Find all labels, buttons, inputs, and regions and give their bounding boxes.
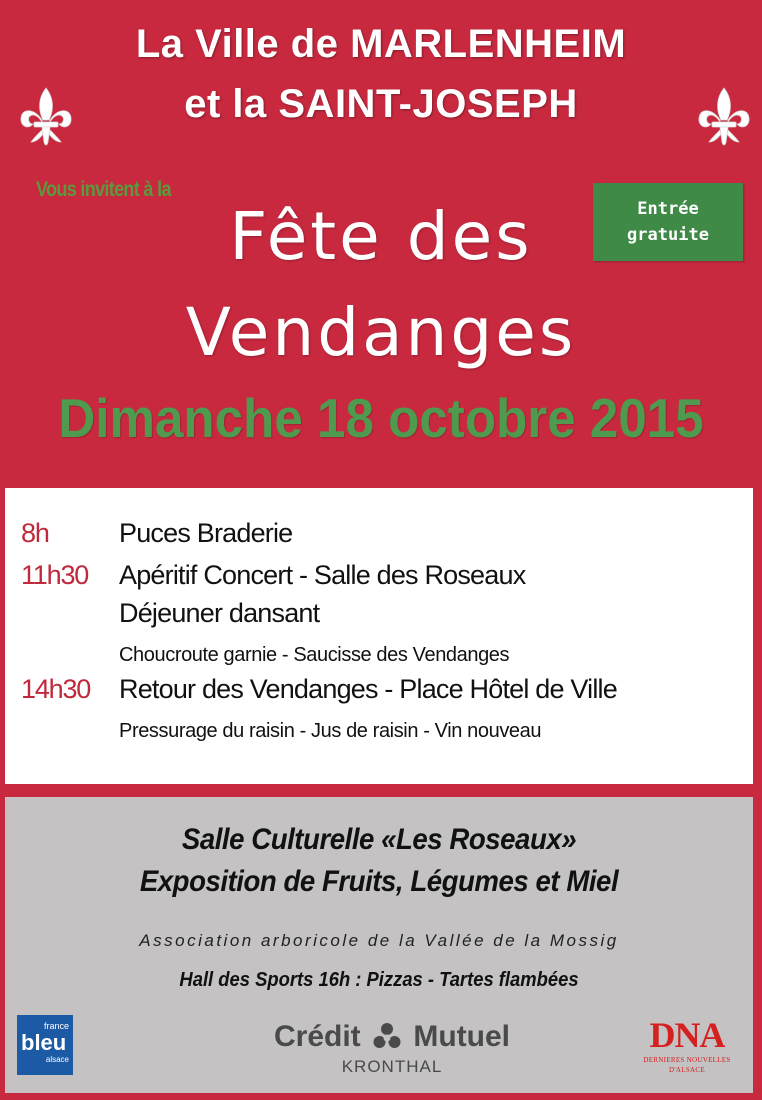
schedule-label: Déjeuner dansant (119, 598, 320, 628)
schedule-row (5, 560, 753, 600)
event-date: Dimanche 18 octobre 2015 (58, 387, 704, 449)
credit-mutuel-name (257, 1019, 527, 1054)
schedule-row (5, 518, 753, 558)
credit-mutuel-word-2: Mutuel (413, 1020, 511, 1054)
schedule-time: 14h30 (21, 674, 91, 704)
exhibition-panel (5, 797, 753, 1093)
france-bleu-logo (17, 1015, 73, 1075)
hall-info: Hall des Sports 16h : Pizzas - Tartes flambées (179, 969, 579, 991)
dna-logo (625, 1015, 749, 1075)
event-title-line-1: Fête des (229, 198, 533, 275)
dna-logo-sub: DERNIERES NOUVELLES D'ALSACE (643, 1056, 731, 1074)
header-line-1: La Ville de MARLENHEIM (135, 22, 627, 66)
schedule-label: Apéritif Concert - Salle des Roseaux (119, 560, 526, 590)
france-bleu-region: alsace (45, 1055, 69, 1064)
credit-mutuel-branch: KRONTHAL (341, 1057, 443, 1076)
exhibition-venue: Salle Culturelle «Les Roseaux» (181, 823, 577, 856)
credit-mutuel-mark-icon (371, 1021, 403, 1053)
schedule-label: Retour des Vendanges - Place Hôtel de Ville (119, 674, 617, 704)
badge-line-2: gratuite (627, 225, 709, 245)
header-line-2: et la SAINT-JOSEPH (184, 82, 578, 126)
invite-text: Vous invitent à la (36, 178, 171, 201)
schedule-panel (5, 488, 753, 784)
exhibition-title: Exposition de Fruits, Légumes et Miel (139, 865, 619, 898)
schedule-row (5, 598, 753, 638)
schedule-sub-row (5, 720, 753, 760)
schedule-detail: Choucroute garnie - Saucisse des Vendanges (119, 644, 510, 666)
association-name: Association arboricole de la Vallée de la Mossig (139, 931, 619, 950)
france-bleu-main: bleu (21, 1030, 67, 1055)
schedule-label: Puces Braderie (119, 518, 293, 548)
credit-mutuel-logo (257, 1019, 527, 1079)
schedule-time: 8h (21, 518, 49, 548)
dna-logo-main: DNA (649, 1015, 725, 1055)
schedule-row (5, 674, 753, 714)
schedule-detail: Pressurage du raisin - Jus de raisin - Vin nouveau (119, 720, 542, 742)
schedule-time: 11h30 (21, 560, 89, 590)
credit-mutuel-word-1: Crédit (273, 1020, 361, 1054)
fleur-de-lis-icon (696, 86, 752, 148)
fleur-de-lis-icon (18, 86, 74, 148)
france-bleu-small: france (43, 1021, 69, 1031)
event-title-line-2: Vendanges (185, 294, 577, 371)
badge-line-1: Entrée (637, 199, 699, 219)
